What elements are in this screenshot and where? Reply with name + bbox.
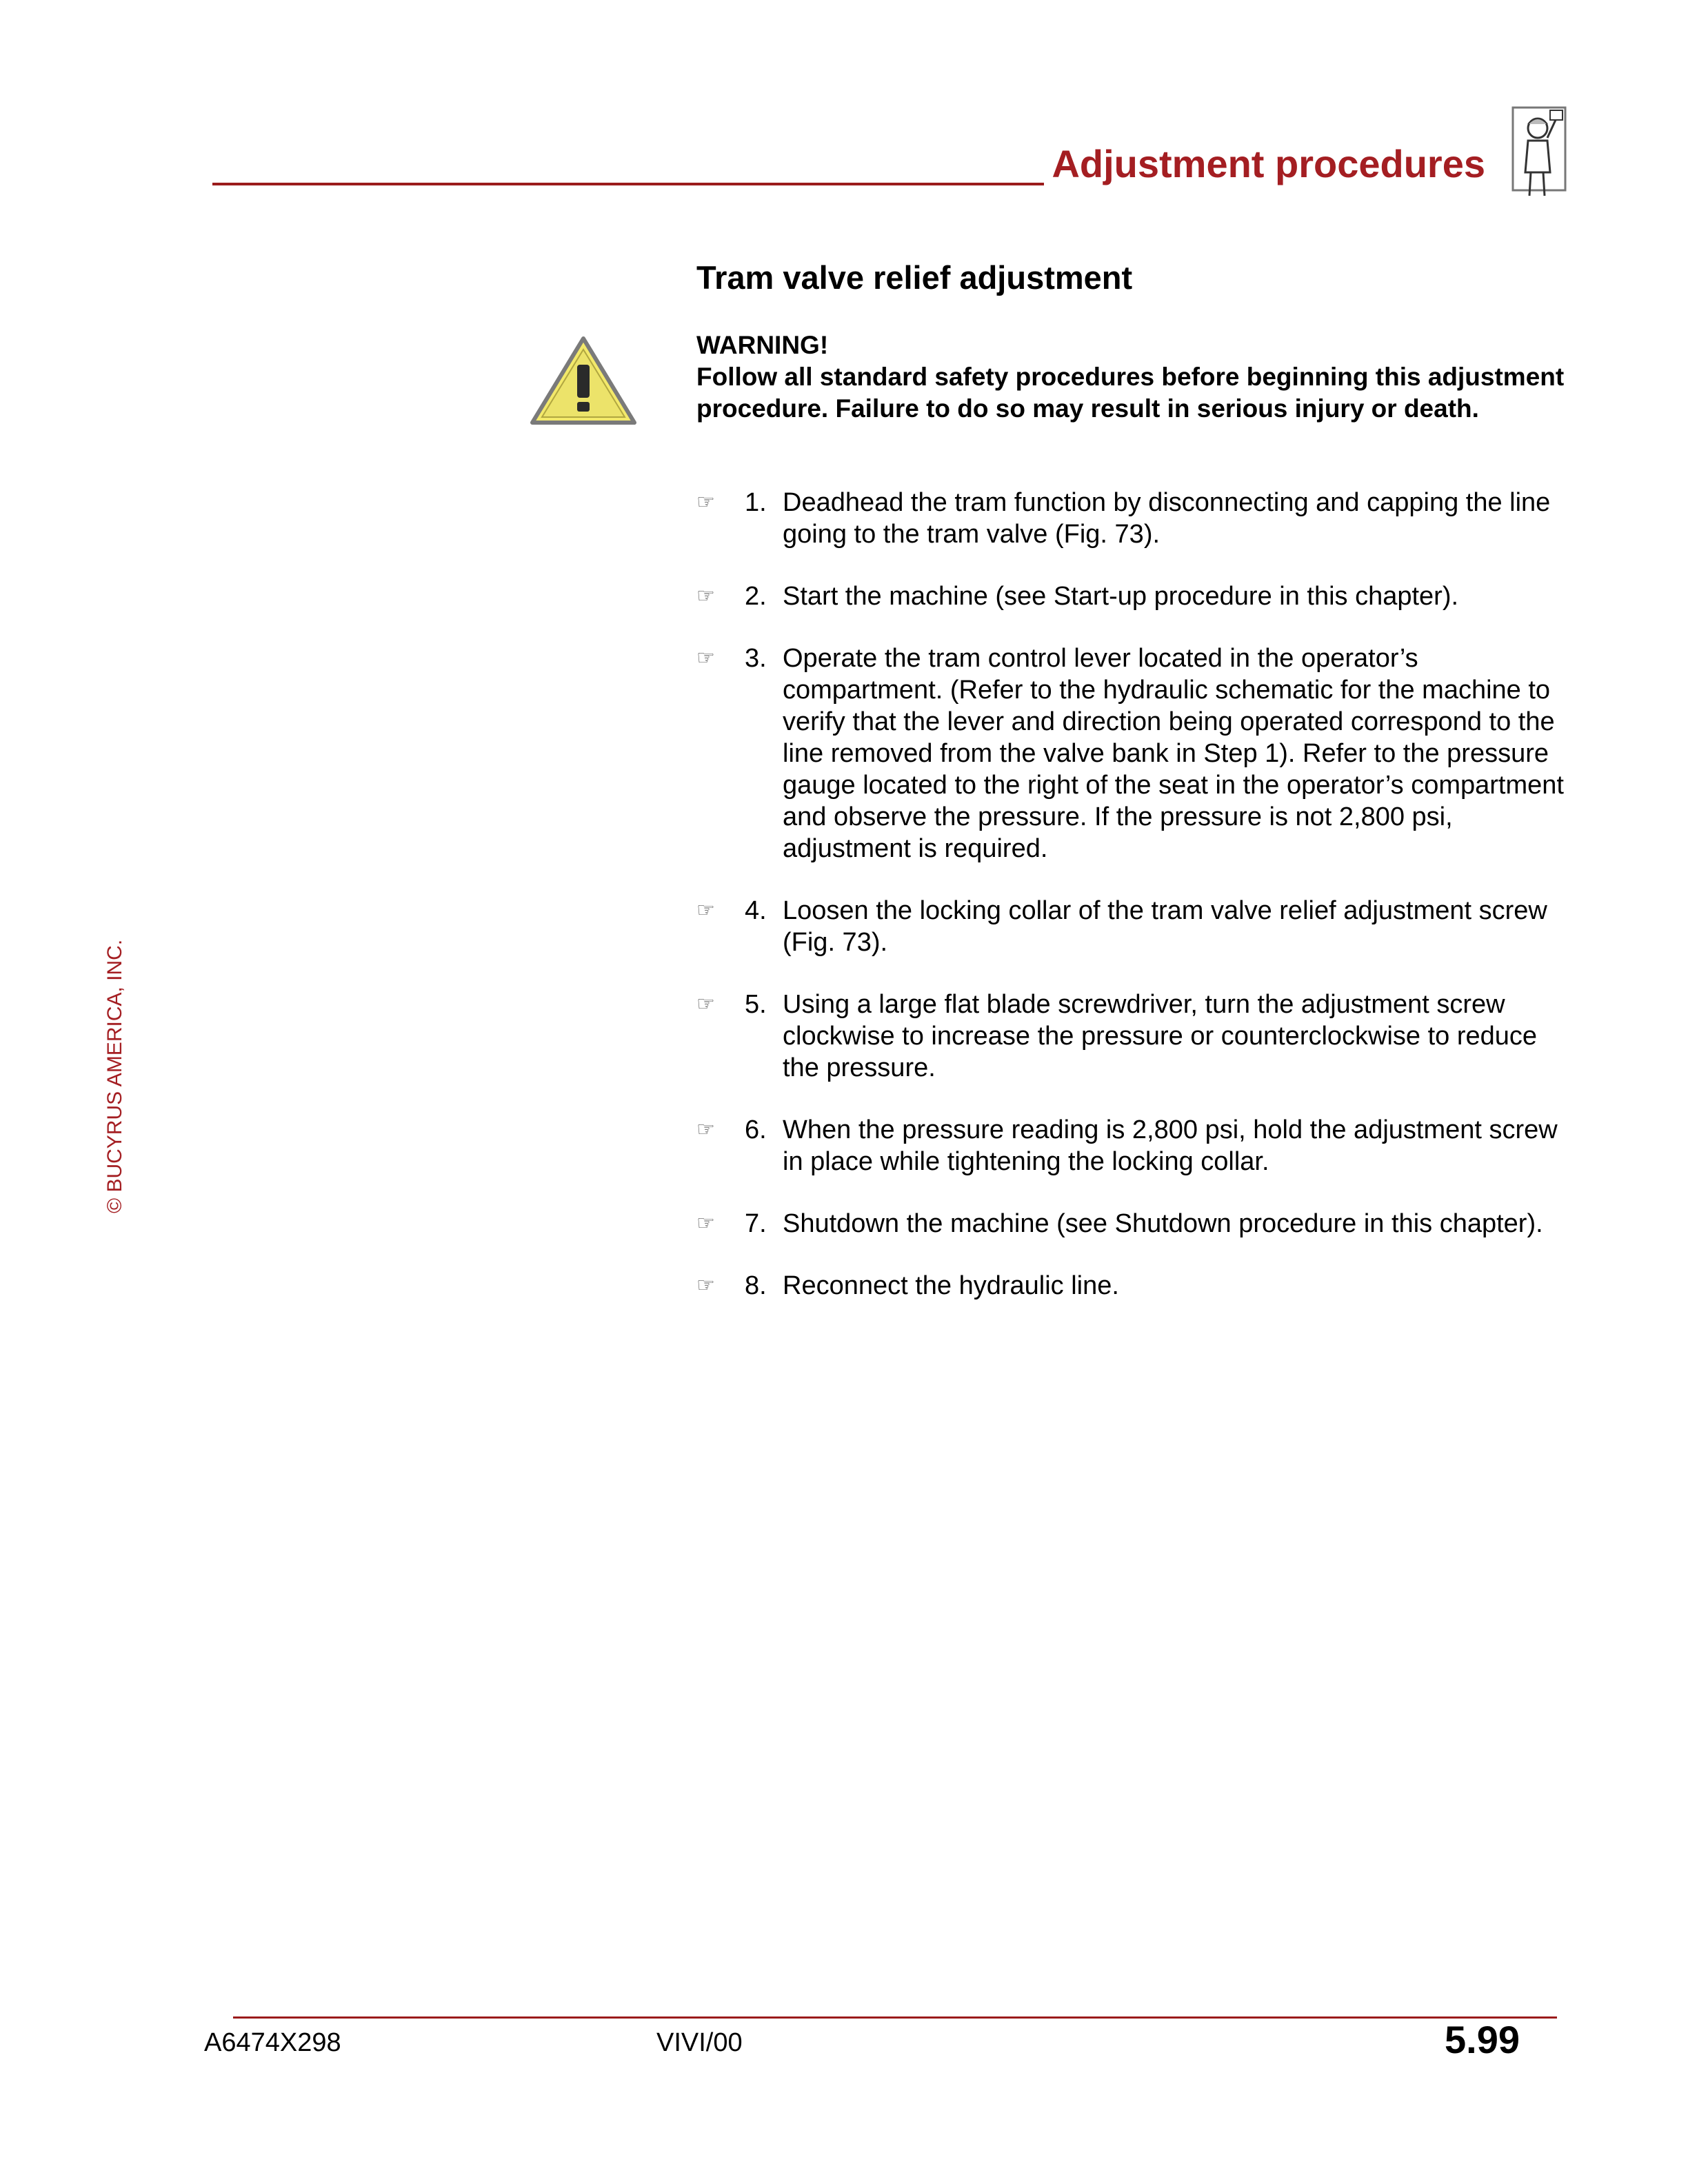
pointing-hand-icon: ☞ (696, 899, 715, 922)
pointing-hand-icon: ☞ (696, 993, 715, 1015)
list-item (696, 487, 1572, 550)
list-item (696, 1270, 1572, 1302)
list-item (696, 1114, 1572, 1177)
date-code: VIVI/00 (656, 2028, 743, 2057)
step-text: When the pressure reading is 2,800 psi, hold the adjustment screw in place while tightening the locking collar. (783, 1115, 1558, 1176)
page-title: Adjustment procedures (1052, 142, 1485, 185)
list-item (696, 580, 1572, 612)
step-text: Shutdown the machine (see Shutdown procedure in this chapter). (783, 1209, 1543, 1238)
step-number: 8. (745, 1271, 767, 1300)
list-item (696, 643, 1572, 865)
list-item (696, 895, 1572, 958)
warning-triangle-icon (528, 334, 639, 427)
step-number: 6. (745, 1115, 767, 1144)
step-text: Loosen the locking collar of the tram valve relief adjustment screw (Fig. 73). (783, 896, 1547, 957)
step-number: 7. (745, 1209, 767, 1238)
pointing-hand-icon: ☞ (696, 1212, 715, 1235)
step-number: 4. (745, 896, 767, 925)
step-number: 3. (745, 644, 767, 673)
pointing-hand-icon: ☞ (696, 1118, 715, 1141)
section-title: Tram valve relief adjustment (696, 259, 1133, 296)
document-number: A6474X298 (204, 2028, 341, 2057)
warning-heading: WARNING! (696, 331, 829, 359)
step-number: 2. (745, 582, 767, 611)
copyright-notice: © BUCYRUS AMERICA, INC. (103, 939, 126, 1213)
pointing-hand-icon: ☞ (696, 491, 715, 514)
list-item (696, 989, 1572, 1084)
step-text: Deadhead the tram function by disconnecting and capping the line going to the tram valve (Fig. 73). (783, 488, 1551, 549)
warning-text: Follow all standard safety procedures before beginning this adjustment procedure. Failure to do so may result in serious injury or death. (696, 363, 1565, 423)
warning-block (696, 330, 1565, 425)
list-item (696, 1208, 1572, 1240)
mechanic-icon (1507, 103, 1571, 200)
step-text: Reconnect the hydraulic line. (783, 1271, 1119, 1300)
step-text: Using a large flat blade screwdriver, turn the adjustment screw clockwise to increase the pressure or counterclockwise to reduce the pressure. (783, 990, 1538, 1082)
pointing-hand-icon: ☞ (696, 585, 715, 607)
procedure-steps (696, 487, 1572, 1332)
step-number: 5. (745, 990, 767, 1019)
step-text: Operate the tram control lever located in the operator’s compartment. (Refer to the hydraulic schematic for the machine to verify that the lever and direction being operated correspond to the line removed from the valve bank in Step 1). Refer to the pressure gauge located to the right of the seat in the operator’s compartment and observe the pressure. If the pressure is not 2,800 psi, adjustment is required. (783, 644, 1564, 863)
page-number: 5.99 (1445, 2018, 1520, 2061)
pointing-hand-icon: ☞ (696, 647, 715, 669)
footer-rule (233, 2016, 1557, 2019)
header-rule (212, 183, 1044, 185)
pointing-hand-icon: ☞ (696, 1274, 715, 1297)
step-number: 1. (745, 488, 767, 517)
step-text: Start the machine (see Start-up procedure in this chapter). (783, 582, 1459, 611)
